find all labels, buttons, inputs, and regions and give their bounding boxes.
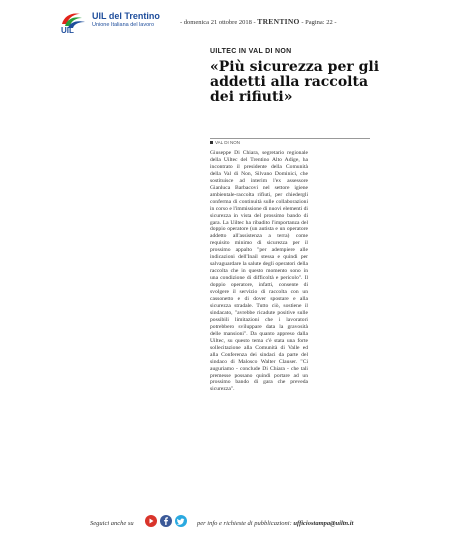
- article-body: Giuseppe Di Chiara, segretario regionale della Uiltec del Trentino Alto Adige, ha incontrato il presidente della Comunità della Val di Non, Silvano Dominici, che sostituisce ad interim l'ex assessore Gianluca Barbacovi nel settore igiene ambientale-raccolta rifiuti, per chiedergli conferma di continuità sulle collaborazioni in corso e l'immissione di nuovi elementi di sicurezza in vista del prossimo bando di gara. La Uiltec ha ribadito l'importanza del doppio operatore (un autista e un operatore addetto all'assistenza a terra) come requisito minimo di sicurezza per il prossimo appalto "per adempiere alle indicazioni dell'Inail stessa e quindi per salvaguardare la salute degli operatori della raccolta che in questo momento sono in una condizione di difficoltà e pericolo". Il doppio operatore, infatti, consente di svolgere il servizio di raccolta con un cassonetto e di dover spostare e alla sicurezza stradale. Tutto ciò, sostiene il sindacato, "avrebbe ricadute positive sulle possibili limitazioni che i lavoratori potrebbero sviluppare data la gravosità delle mansioni". Da quanto appreso dalla Uiltec, su questo tema c'è stata una forte sollecitazione alla Comunità di Valle ed alla Conferenza dei sindaci da parte del sindaco di Malosco Walter Clauser. "Ci auguriamo - conclude Di Chiara - che tali premesse possano quindi portare ad un prossimo bando di gara che preveda sicurezza".: [210, 150, 308, 393]
- page-footer: [0, 512, 465, 534]
- byline-marker-icon: [210, 141, 213, 144]
- uil-logo-icon: [58, 10, 88, 34]
- press-email-link[interactable]: ufficiostampa@uiltn.it: [293, 520, 354, 527]
- article-kicker: UILTEC IN VAL DI NON: [210, 48, 292, 55]
- dateline: - domenica 21 ottobre 2018 - TRENTINO - Pagina: 22 -: [180, 17, 337, 26]
- page-number: 22: [326, 19, 333, 26]
- brand-block: [92, 11, 160, 29]
- issue-date: domenica 21 ottobre 2018: [183, 19, 252, 26]
- twitter-icon[interactable]: [175, 515, 187, 527]
- brand-name: UIL del Trentino: [92, 11, 160, 21]
- article-byline: VAL DI NON: [210, 140, 240, 145]
- page-header: [58, 10, 418, 40]
- youtube-icon[interactable]: [145, 515, 157, 527]
- headline-divider: [210, 138, 370, 139]
- follow-label: Seguici anche su: [90, 520, 134, 527]
- info-line: per info e richieste di pubblicazioni: ufficiostampa@uiltn.it: [197, 520, 354, 527]
- brand-subtitle: Unione Italiana del lavoro: [92, 22, 155, 28]
- facebook-icon[interactable]: [160, 515, 172, 527]
- newspaper-name: TRENTINO: [257, 17, 300, 26]
- svg-text:UIL: UIL: [61, 26, 74, 34]
- article-headline: «Più sicurezza per gli addetti alla raccolta dei rifiuti»: [210, 59, 380, 105]
